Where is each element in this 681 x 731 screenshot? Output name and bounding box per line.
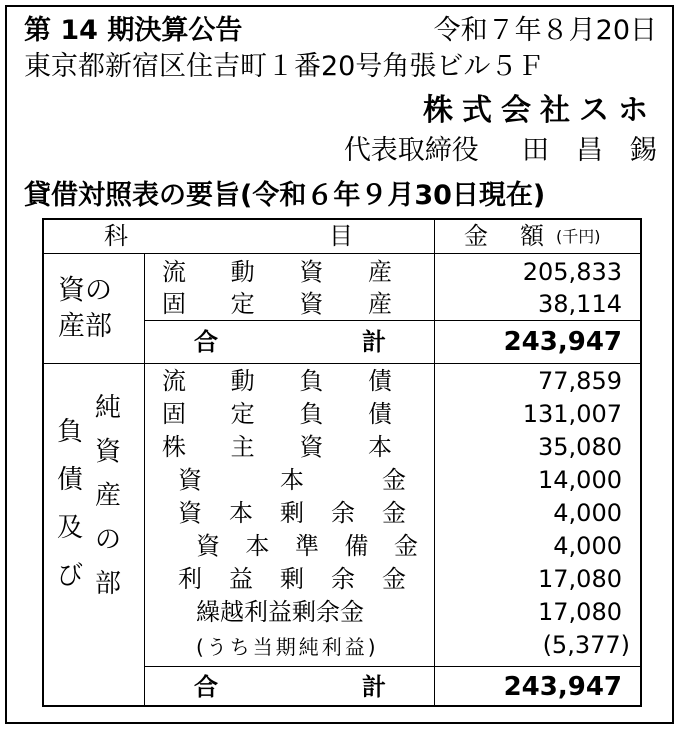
asset-row-value: 205,833: [522, 258, 622, 286]
assets-label-line1: 資の: [58, 275, 112, 306]
equity-row-value: (5,377): [542, 631, 630, 659]
asset-row-label: 固 定 資 産: [162, 290, 392, 318]
equity-row-value: 4,000: [553, 499, 622, 527]
liability-row-value: 131,007: [522, 400, 622, 428]
equity-row-label: 資 本 金: [178, 466, 406, 494]
amount-column-divider: [434, 220, 435, 705]
title-row: [24, 14, 657, 48]
equity-row-label: 資 本 剰 余 金: [178, 499, 406, 527]
equity-row-value: 17,080: [538, 598, 622, 626]
address-row: [24, 50, 657, 84]
representative-role: 代表取締役: [343, 135, 479, 166]
liabilities-label-column-left: 負 債 及 び: [56, 417, 83, 591]
equity-row-value: 17,080: [538, 565, 622, 593]
liabilities-total-divider: [144, 666, 640, 667]
equity-row-value: 35,080: [538, 433, 622, 461]
equity-row-label: (うち当期純利益): [196, 635, 379, 659]
assets-label-line2: 産部: [58, 311, 112, 342]
asset-row-value: 38,114: [538, 290, 622, 318]
liabilities-total-label-left: 合: [194, 673, 218, 701]
notice-title: 第 14 期決算公告: [24, 15, 243, 46]
company-address: 東京都新宿区住吉町１番20号角張ビル５Ｆ: [24, 51, 545, 82]
liabilities-total-label-right: 計: [362, 673, 386, 701]
header-amount-label: 金 額: [464, 222, 548, 250]
liabilities-total-value: 243,947: [503, 672, 622, 702]
asset-row-label: 流 動 資 産: [162, 258, 392, 286]
notice-date: 令和７年８月20日: [433, 15, 657, 46]
header-item-right: 目: [329, 222, 353, 250]
equity-row-label: 株 主 資 本: [162, 433, 392, 461]
equity-row-value: 14,000: [538, 466, 622, 494]
assets-total-label-right: 計: [362, 328, 386, 356]
summary-title: 貸借対照表の要旨(令和６年９月30日現在): [24, 180, 546, 211]
header-unit: (千円): [556, 227, 601, 246]
balance-sheet-table: [42, 218, 642, 707]
assets-total-value: 243,947: [503, 327, 622, 357]
header-divider: [44, 253, 640, 254]
liability-row-label: 固 定 負 債: [162, 400, 392, 428]
liability-row-value: 77,859: [538, 367, 622, 395]
header-item-left: 科: [104, 222, 128, 250]
equity-row-value: 4,000: [553, 532, 622, 560]
company-name: 株式会社スホ: [423, 93, 657, 128]
liabilities-label-column-right: 純 資 産 の 部: [94, 393, 121, 599]
representative: [344, 134, 657, 168]
equity-row-label: 繰越利益剰余金: [196, 598, 364, 626]
representative-name: 田 昌 錫: [522, 135, 657, 166]
liability-row-label: 流 動 負 債: [162, 367, 392, 395]
equity-row-label: 資 本 準 備 金: [196, 532, 418, 560]
assets-total-label-left: 合: [194, 328, 218, 356]
assets-section-divider: [44, 363, 640, 364]
equity-row-label: 利 益 剰 余 金: [178, 565, 406, 593]
assets-total-divider: [144, 320, 640, 321]
